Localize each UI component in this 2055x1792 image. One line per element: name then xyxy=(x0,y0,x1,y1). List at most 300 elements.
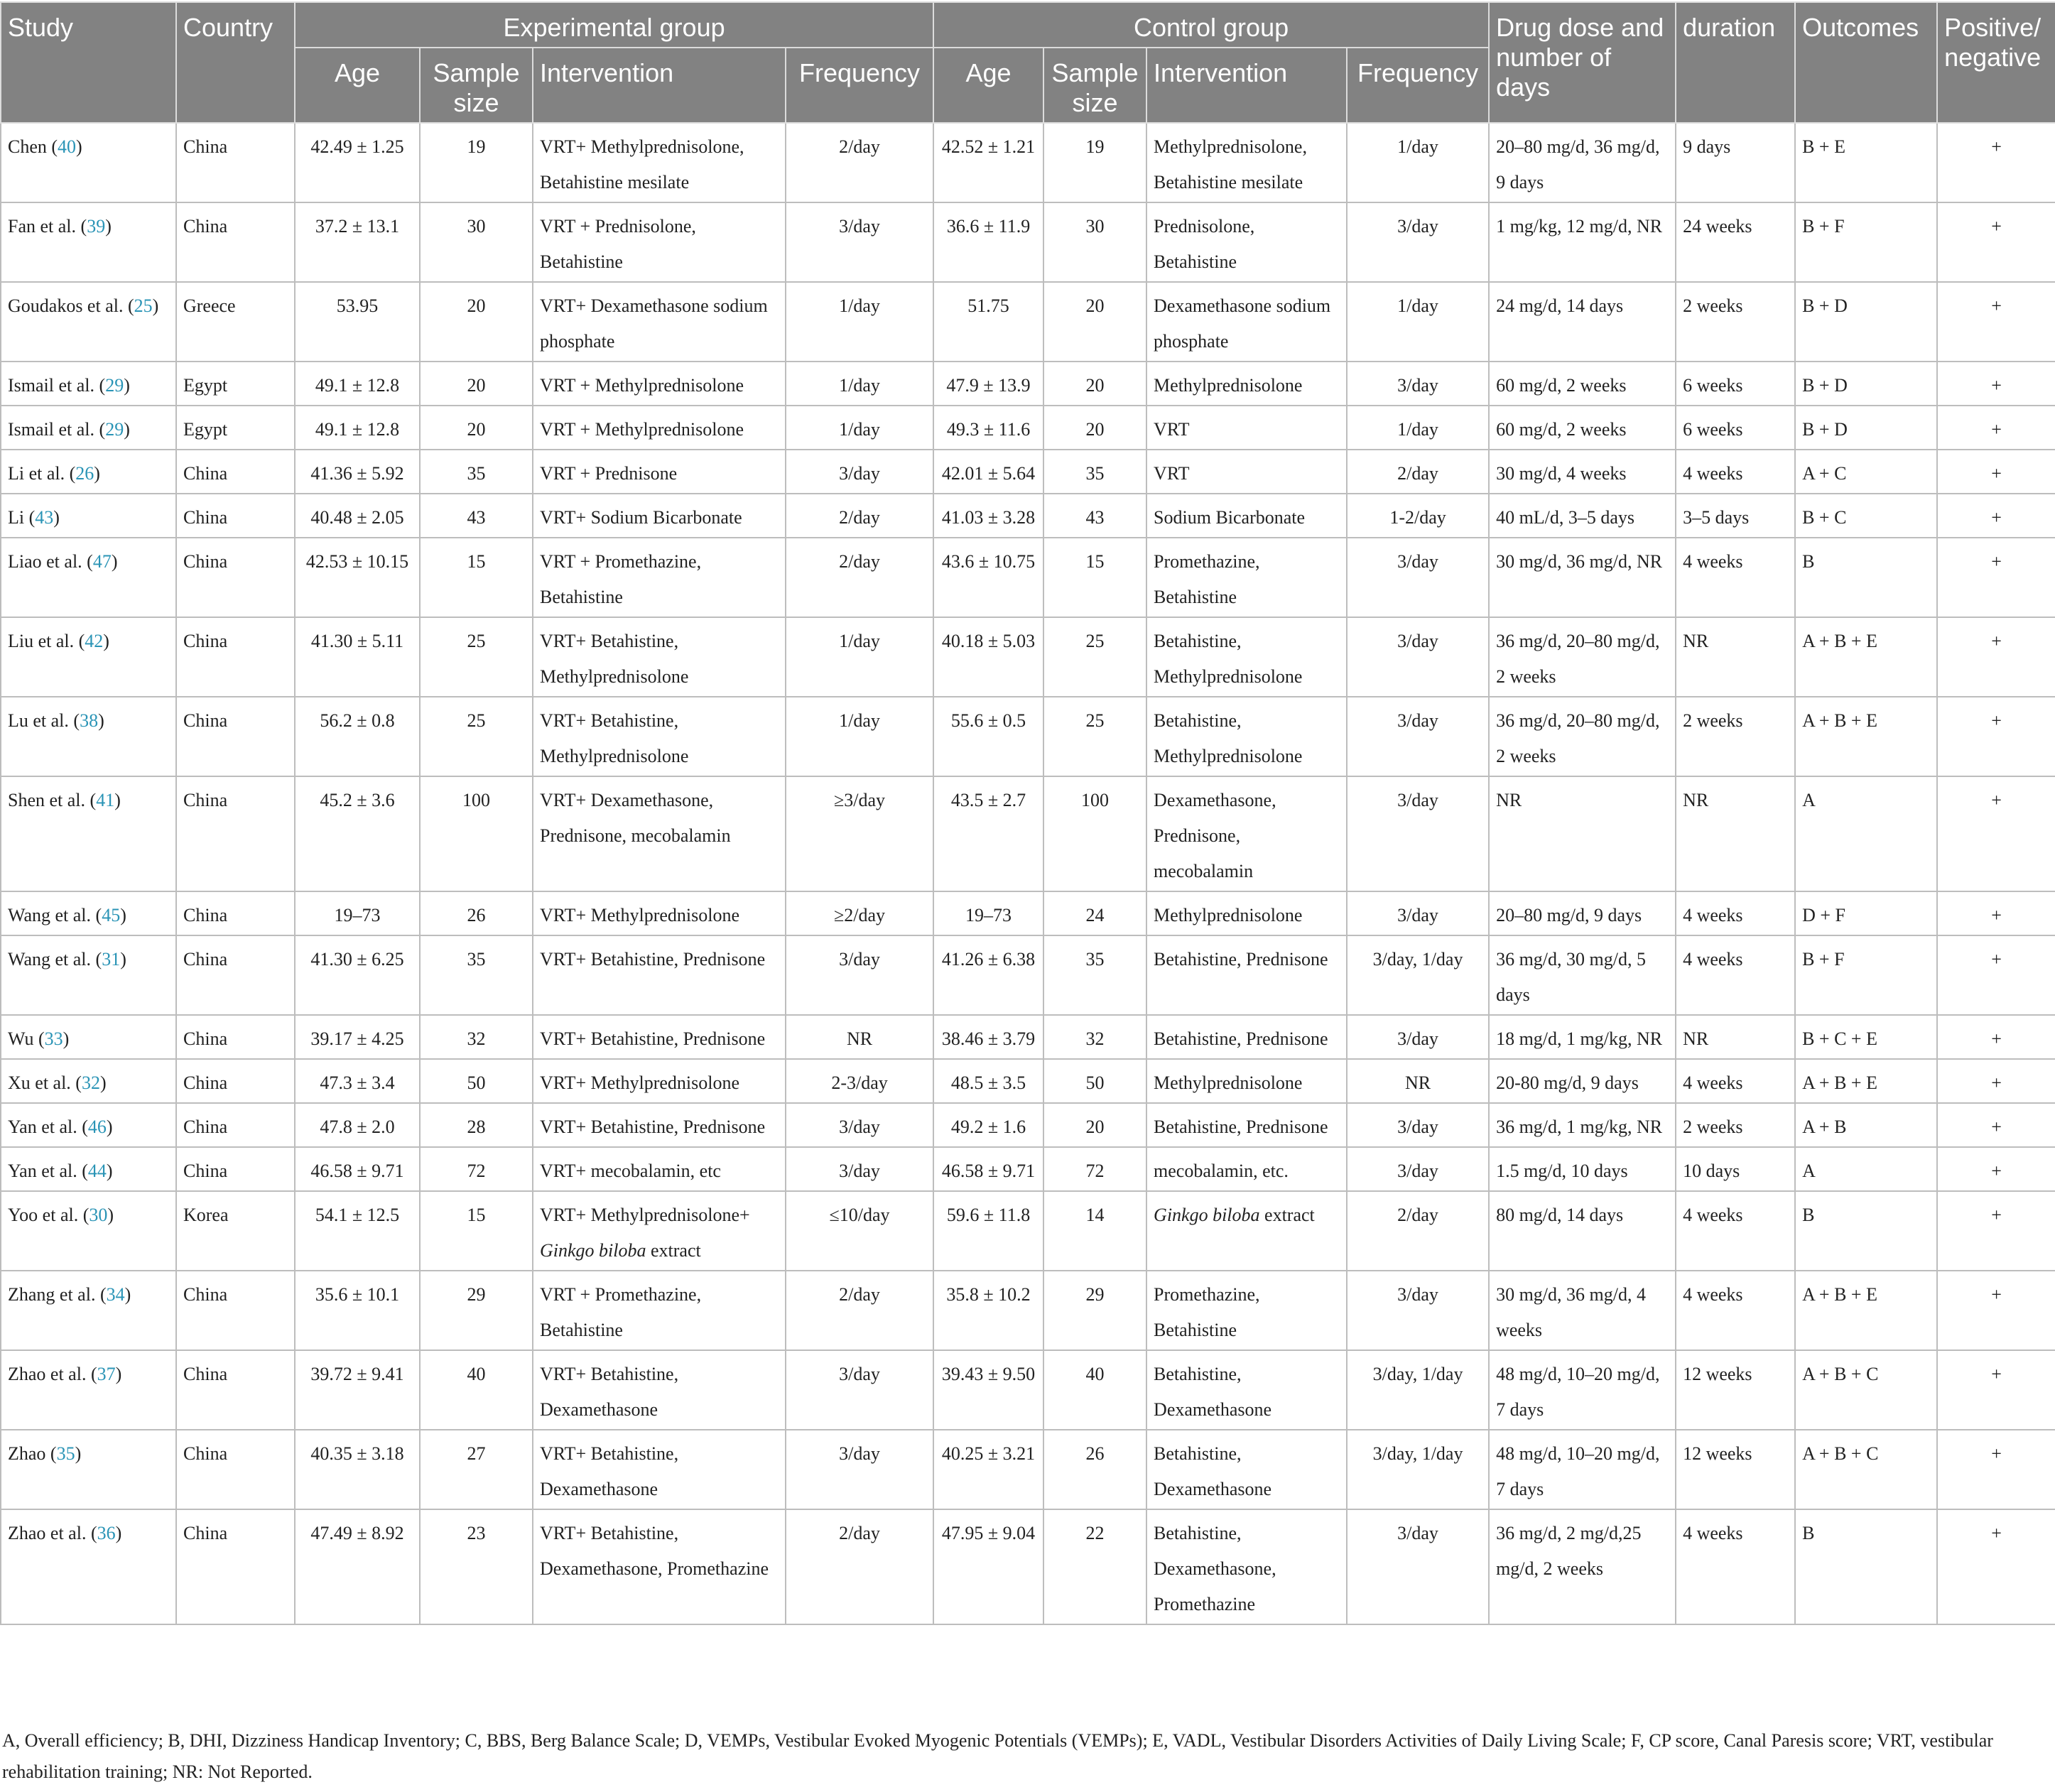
cell-drug-dose: 36 mg/d, 20–80 mg/d, 2 weeks xyxy=(1489,617,1676,697)
cell-duration: 3–5 days xyxy=(1676,494,1795,538)
study-name-end: ) xyxy=(124,375,130,396)
cell-ctl-age: 47.95 ± 9.04 xyxy=(933,1509,1043,1624)
cell-ctl-sample-size: 30 xyxy=(1043,202,1146,282)
cell-duration: 4 weeks xyxy=(1676,1191,1795,1271)
cell-country: China xyxy=(176,538,295,617)
reference-link[interactable]: 47 xyxy=(92,551,112,572)
header-control-group: Control group xyxy=(933,2,1489,48)
study-name-end: ) xyxy=(107,1205,114,1225)
cell-duration: 12 weeks xyxy=(1676,1430,1795,1509)
cell-exp-sample-size: 35 xyxy=(420,935,533,1015)
study-name: Yan et al. ( xyxy=(8,1117,88,1137)
reference-link[interactable]: 38 xyxy=(80,710,99,731)
study-name-end: ) xyxy=(103,631,109,651)
cell-positive-negative: + xyxy=(1937,362,2055,406)
cell-exp-sample-size: 25 xyxy=(420,697,533,776)
intervention-text: VRT + Prednisolone, Betahistine xyxy=(540,216,696,272)
cell-exp-intervention xyxy=(533,935,786,1015)
cell-country: China xyxy=(176,697,295,776)
cell-exp-age: 49.1 ± 12.8 xyxy=(295,362,420,406)
cell-exp-intervention xyxy=(533,1015,786,1059)
cell-ctl-intervention xyxy=(1146,282,1347,362)
reference-link[interactable]: 25 xyxy=(134,295,153,316)
table-row xyxy=(1,202,2055,282)
cell-positive-negative: + xyxy=(1937,406,2055,450)
cell-positive-negative: + xyxy=(1937,538,2055,617)
cell-positive-negative: + xyxy=(1937,1191,2055,1271)
cell-exp-age: 41.30 ± 6.25 xyxy=(295,935,420,1015)
cell-duration: 6 weeks xyxy=(1676,362,1795,406)
cell-outcomes: A + B + C xyxy=(1795,1430,1937,1509)
cell-ctl-sample-size: 15 xyxy=(1043,538,1146,617)
reference-link[interactable]: 36 xyxy=(97,1523,116,1543)
cell-duration: NR xyxy=(1676,617,1795,697)
table-row xyxy=(1,891,2055,935)
header-outcomes: Outcomes xyxy=(1795,2,1937,123)
cell-country: China xyxy=(176,123,295,202)
cell-study xyxy=(1,450,176,494)
cell-exp-age: 41.36 ± 5.92 xyxy=(295,450,420,494)
cell-exp-intervention xyxy=(533,891,786,935)
cell-ctl-frequency: 3/day, 1/day xyxy=(1347,935,1489,1015)
study-name-end: ) xyxy=(120,905,126,925)
reference-link[interactable]: 39 xyxy=(87,216,106,237)
cell-positive-negative: + xyxy=(1937,1103,2055,1147)
table-row xyxy=(1,450,2055,494)
intervention-text: Promethazine, Betahistine xyxy=(1154,551,1260,607)
cell-positive-negative: + xyxy=(1937,1059,2055,1103)
intervention-text: VRT+ Betahistine, Methylprednisolone xyxy=(540,710,689,766)
study-name: Wang et al. ( xyxy=(8,905,102,925)
cell-exp-intervention xyxy=(533,202,786,282)
table-row xyxy=(1,617,2055,697)
cell-ctl-sample-size: 25 xyxy=(1043,697,1146,776)
cell-ctl-intervention xyxy=(1146,1350,1347,1430)
cell-outcomes: B + E xyxy=(1795,123,1937,202)
cell-ctl-sample-size: 43 xyxy=(1043,494,1146,538)
cell-exp-sample-size: 72 xyxy=(420,1147,533,1191)
cell-ctl-age: 48.5 ± 3.5 xyxy=(933,1059,1043,1103)
cell-positive-negative: + xyxy=(1937,776,2055,891)
table-row xyxy=(1,1147,2055,1191)
cell-ctl-intervention xyxy=(1146,1191,1347,1271)
table-row xyxy=(1,935,2055,1015)
table-header xyxy=(1,2,2055,123)
cell-exp-age: 49.1 ± 12.8 xyxy=(295,406,420,450)
cell-exp-frequency: 2/day xyxy=(786,123,933,202)
cell-country: Egypt xyxy=(176,362,295,406)
cell-exp-intervention xyxy=(533,1430,786,1509)
cell-exp-frequency: 3/day xyxy=(786,1350,933,1430)
cell-positive-negative: + xyxy=(1937,494,2055,538)
cell-ctl-age: 41.03 ± 3.28 xyxy=(933,494,1043,538)
cell-duration: NR xyxy=(1676,1015,1795,1059)
table-row xyxy=(1,1350,2055,1430)
cell-ctl-age: 36.6 ± 11.9 xyxy=(933,202,1043,282)
table-row xyxy=(1,776,2055,891)
cell-exp-age: 56.2 ± 0.8 xyxy=(295,697,420,776)
header-positive-negative: Positive/ negative xyxy=(1937,2,2055,123)
cell-exp-age: 42.53 ± 10.15 xyxy=(295,538,420,617)
cell-exp-frequency: ≥2/day xyxy=(786,891,933,935)
cell-ctl-sample-size: 24 xyxy=(1043,891,1146,935)
cell-positive-negative: + xyxy=(1937,282,2055,362)
cell-exp-frequency: 2-3/day xyxy=(786,1059,933,1103)
cell-outcomes: A + C xyxy=(1795,450,1937,494)
cell-country: China xyxy=(176,1350,295,1430)
study-name-end: ) xyxy=(152,295,159,316)
reference-link[interactable]: 45 xyxy=(102,905,121,925)
study-name-end: ) xyxy=(105,216,112,237)
cell-outcomes: B + C + E xyxy=(1795,1015,1937,1059)
cell-outcomes: D + F xyxy=(1795,891,1937,935)
cell-outcomes: A xyxy=(1795,776,1937,891)
header-study: Study xyxy=(1,2,176,123)
study-name-end: ) xyxy=(120,949,126,970)
cell-exp-frequency: 2/day xyxy=(786,538,933,617)
cell-drug-dose: 36 mg/d, 2 mg/d,25 mg/d, 2 weeks xyxy=(1489,1509,1676,1624)
cell-ctl-frequency: NR xyxy=(1347,1059,1489,1103)
cell-exp-age: 35.6 ± 10.1 xyxy=(295,1271,420,1350)
cell-exp-frequency: 3/day xyxy=(786,202,933,282)
cell-ctl-intervention xyxy=(1146,1103,1347,1147)
intervention-text: VRT + Promethazine, Betahistine xyxy=(540,1284,702,1340)
table-row xyxy=(1,123,2055,202)
cell-ctl-intervention xyxy=(1146,450,1347,494)
reference-link[interactable]: 29 xyxy=(105,419,124,440)
study-name: Wang et al. ( xyxy=(8,949,102,970)
cell-ctl-sample-size: 50 xyxy=(1043,1059,1146,1103)
cell-exp-age: 40.35 ± 3.18 xyxy=(295,1430,420,1509)
header-experimental-group: Experimental group xyxy=(295,2,933,48)
cell-exp-intervention xyxy=(533,776,786,891)
cell-outcomes: A + B + C xyxy=(1795,1350,1937,1430)
study-name-end: ) xyxy=(124,419,130,440)
cell-country: China xyxy=(176,494,295,538)
cell-exp-sample-size: 20 xyxy=(420,282,533,362)
cell-drug-dose: 36 mg/d, 30 mg/d, 5 days xyxy=(1489,935,1676,1015)
intervention-text: Methylprednisolone xyxy=(1154,905,1303,925)
intervention-text: VRT+ Betahistine, Prednisone xyxy=(540,1028,766,1049)
cell-ctl-frequency: 3/day xyxy=(1347,1271,1489,1350)
reference-link[interactable]: 40 xyxy=(58,136,77,157)
study-name: Goudakos et al. ( xyxy=(8,295,134,316)
reference-link[interactable]: 31 xyxy=(102,949,121,970)
cell-exp-age: 46.58 ± 9.71 xyxy=(295,1147,420,1191)
cell-outcomes: B + D xyxy=(1795,406,1937,450)
cell-ctl-sample-size: 32 xyxy=(1043,1015,1146,1059)
cell-exp-sample-size: 32 xyxy=(420,1015,533,1059)
cell-exp-intervention xyxy=(533,1350,786,1430)
cell-ctl-frequency: 1/day xyxy=(1347,123,1489,202)
cell-ctl-frequency: 3/day xyxy=(1347,1147,1489,1191)
cell-exp-intervention xyxy=(533,282,786,362)
cell-exp-sample-size: 29 xyxy=(420,1271,533,1350)
cell-ctl-frequency: 3/day xyxy=(1347,1509,1489,1624)
cell-ctl-intervention xyxy=(1146,1430,1347,1509)
intervention-text: mecobalamin, etc. xyxy=(1154,1161,1289,1181)
cell-positive-negative: + xyxy=(1937,1430,2055,1509)
cell-country: China xyxy=(176,891,295,935)
study-name-end: ) xyxy=(106,1117,113,1137)
cell-duration: 4 weeks xyxy=(1676,891,1795,935)
intervention-text: Betahistine, Dexamethasone xyxy=(1154,1443,1272,1499)
reference-link[interactable]: 46 xyxy=(87,1117,107,1137)
table-row xyxy=(1,1059,2055,1103)
cell-exp-sample-size: 43 xyxy=(420,494,533,538)
cell-ctl-intervention xyxy=(1146,891,1347,935)
intervention-text: Dexamethasone sodium phosphate xyxy=(1154,295,1331,352)
cell-exp-age: 40.48 ± 2.05 xyxy=(295,494,420,538)
cell-exp-sample-size: 25 xyxy=(420,617,533,697)
cell-ctl-sample-size: 25 xyxy=(1043,617,1146,697)
cell-exp-age: 39.72 ± 9.41 xyxy=(295,1350,420,1430)
intervention-text: VRT+ Betahistine, Prednisone xyxy=(540,1117,766,1137)
intervention-text: VRT + Prednisone xyxy=(540,463,678,484)
cell-exp-intervention xyxy=(533,1271,786,1350)
intervention-text: VRT+ Betahistine, Dexamethasone, Promethazine xyxy=(540,1523,769,1579)
cell-drug-dose: 60 mg/d, 2 weeks xyxy=(1489,362,1676,406)
cell-outcomes: B + F xyxy=(1795,935,1937,1015)
cell-positive-negative: + xyxy=(1937,617,2055,697)
cell-ctl-age: 35.8 ± 10.2 xyxy=(933,1271,1043,1350)
cell-exp-intervention xyxy=(533,1191,786,1271)
cell-positive-negative: + xyxy=(1937,1509,2055,1624)
cell-ctl-frequency: 3/day, 1/day xyxy=(1347,1350,1489,1430)
intervention-text: VRT+ Methylprednisolone+ xyxy=(540,1205,750,1225)
reference-link[interactable]: 35 xyxy=(56,1443,75,1464)
cell-duration: 12 weeks xyxy=(1676,1350,1795,1430)
cell-exp-frequency: NR xyxy=(786,1015,933,1059)
cell-ctl-intervention xyxy=(1146,202,1347,282)
cell-study xyxy=(1,1191,176,1271)
cell-exp-frequency: 3/day xyxy=(786,1147,933,1191)
cell-ctl-sample-size: 22 xyxy=(1043,1509,1146,1624)
header-ctl-sample-size: Sample size xyxy=(1043,48,1146,123)
intervention-italic: Ginkgo biloba xyxy=(540,1240,646,1261)
table-body xyxy=(1,123,2055,1624)
cell-ctl-frequency: 2/day xyxy=(1347,450,1489,494)
reference-link[interactable]: 41 xyxy=(96,790,115,810)
cell-exp-sample-size: 100 xyxy=(420,776,533,891)
reference-link[interactable]: 26 xyxy=(75,463,94,484)
cell-duration: 2 weeks xyxy=(1676,1103,1795,1147)
cell-outcomes: B xyxy=(1795,538,1937,617)
cell-duration: 4 weeks xyxy=(1676,538,1795,617)
intervention-text: VRT+ Betahistine, Prednisone xyxy=(540,949,766,970)
intervention-text: VRT+ Betahistine, Dexamethasone xyxy=(540,1443,679,1499)
cell-ctl-intervention xyxy=(1146,617,1347,697)
study-name: Liao et al. ( xyxy=(8,551,93,572)
cell-exp-frequency: 3/day xyxy=(786,935,933,1015)
table-row xyxy=(1,406,2055,450)
cell-ctl-sample-size: 20 xyxy=(1043,282,1146,362)
study-name: Ismail et al. ( xyxy=(8,419,106,440)
cell-duration: 24 weeks xyxy=(1676,202,1795,282)
cell-ctl-age: 51.75 xyxy=(933,282,1043,362)
study-name-end: ) xyxy=(75,1443,82,1464)
intervention-tail: extract xyxy=(1259,1205,1315,1225)
cell-study xyxy=(1,406,176,450)
cell-exp-frequency: 1/day xyxy=(786,406,933,450)
reference-link[interactable]: 37 xyxy=(97,1364,116,1384)
cell-ctl-frequency: 3/day xyxy=(1347,202,1489,282)
reference-link[interactable]: 29 xyxy=(105,375,124,396)
reference-link[interactable]: 32 xyxy=(81,1073,100,1093)
cell-country: China xyxy=(176,1015,295,1059)
cell-drug-dose: 30 mg/d, 36 mg/d, 4 weeks xyxy=(1489,1271,1676,1350)
cell-exp-age: 37.2 ± 13.1 xyxy=(295,202,420,282)
cell-ctl-sample-size: 20 xyxy=(1043,362,1146,406)
cell-ctl-age: 49.2 ± 1.6 xyxy=(933,1103,1043,1147)
cell-ctl-age: 38.46 ± 3.79 xyxy=(933,1015,1043,1059)
study-name: Ismail et al. ( xyxy=(8,375,106,396)
cell-ctl-intervention xyxy=(1146,1147,1347,1191)
reference-link[interactable]: 42 xyxy=(85,631,104,651)
table-row xyxy=(1,1015,2055,1059)
cell-ctl-sample-size: 40 xyxy=(1043,1350,1146,1430)
cell-exp-intervention xyxy=(533,1509,786,1624)
cell-exp-frequency: ≥3/day xyxy=(786,776,933,891)
intervention-text: VRT+ Dexamethasone, Prednisone, mecobalamin xyxy=(540,790,731,846)
table-footnote: A, Overall efficiency; B, DHI, Dizziness Handicap Inventory; C, BBS, Berg Balance Scale; D, VEMPs, Vestibular Evoked Myogenic Potentials (VEMPs); E, VADL, Vestibular Disorders Activities of Daily Living Scale; F, CP score, Canal Paresis score; VRT, vestibular rehabilitation training; NR: Not Reported. xyxy=(2,1730,1993,1782)
cell-exp-sample-size: 40 xyxy=(420,1350,533,1430)
study-name: Zhao ( xyxy=(8,1443,57,1464)
reference-link[interactable]: 33 xyxy=(44,1028,63,1049)
cell-ctl-frequency: 3/day xyxy=(1347,617,1489,697)
cell-study xyxy=(1,1430,176,1509)
cell-exp-frequency: 2/day xyxy=(786,1271,933,1350)
cell-positive-negative: + xyxy=(1937,935,2055,1015)
cell-study xyxy=(1,1059,176,1103)
cell-drug-dose: 36 mg/d, 20–80 mg/d, 2 weeks xyxy=(1489,697,1676,776)
table-row xyxy=(1,1271,2055,1350)
cell-exp-frequency: ≤10/day xyxy=(786,1191,933,1271)
intervention-text: Betahistine, Prednisone xyxy=(1154,1028,1328,1049)
study-name-end: ) xyxy=(94,463,100,484)
cell-ctl-frequency: 3/day, 1/day xyxy=(1347,1430,1489,1509)
cell-study xyxy=(1,494,176,538)
cell-ctl-sample-size: 26 xyxy=(1043,1430,1146,1509)
cell-exp-frequency: 2/day xyxy=(786,494,933,538)
cell-duration: 4 weeks xyxy=(1676,1059,1795,1103)
cell-outcomes: A + B xyxy=(1795,1103,1937,1147)
intervention-text: VRT + Promethazine, Betahistine xyxy=(540,551,702,607)
cell-ctl-age: 41.26 ± 6.38 xyxy=(933,935,1043,1015)
reference-link[interactable]: 34 xyxy=(106,1284,125,1305)
cell-positive-negative: + xyxy=(1937,1271,2055,1350)
cell-drug-dose: 20-80 mg/d, 9 days xyxy=(1489,1059,1676,1103)
cell-outcomes: B + C xyxy=(1795,494,1937,538)
study-name: Zhang et al. ( xyxy=(8,1284,107,1305)
reference-link[interactable]: 30 xyxy=(89,1205,108,1225)
cell-study xyxy=(1,1147,176,1191)
reference-link[interactable]: 43 xyxy=(35,507,54,528)
header-exp-intervention: Intervention xyxy=(533,48,786,123)
table-row xyxy=(1,697,2055,776)
cell-study xyxy=(1,776,176,891)
cell-exp-age: 41.30 ± 5.11 xyxy=(295,617,420,697)
study-name: Yoo et al. ( xyxy=(8,1205,90,1225)
cell-study xyxy=(1,617,176,697)
cell-study xyxy=(1,1271,176,1350)
intervention-text: Prednisolone, Betahistine xyxy=(1154,216,1255,272)
cell-duration: 4 weeks xyxy=(1676,1271,1795,1350)
study-name-end: ) xyxy=(115,1523,122,1543)
cell-ctl-age: 39.43 ± 9.50 xyxy=(933,1350,1043,1430)
cell-exp-intervention xyxy=(533,123,786,202)
study-name: Fan et al. ( xyxy=(8,216,87,237)
cell-outcomes: B xyxy=(1795,1509,1937,1624)
cell-ctl-age: 19–73 xyxy=(933,891,1043,935)
cell-exp-sample-size: 15 xyxy=(420,538,533,617)
table-row xyxy=(1,494,2055,538)
header-ctl-age: Age xyxy=(933,48,1043,123)
cell-drug-dose: 20–80 mg/d, 36 mg/d, 9 days xyxy=(1489,123,1676,202)
header-exp-frequency: Frequency xyxy=(786,48,933,123)
cell-ctl-intervention xyxy=(1146,362,1347,406)
cell-exp-sample-size: 30 xyxy=(420,202,533,282)
cell-exp-sample-size: 35 xyxy=(420,450,533,494)
cell-country: Korea xyxy=(176,1191,295,1271)
table-row xyxy=(1,282,2055,362)
cell-ctl-age: 40.18 ± 5.03 xyxy=(933,617,1043,697)
cell-country: China xyxy=(176,617,295,697)
header-drug-dose: Drug dose and number of days xyxy=(1489,2,1676,123)
studies-table xyxy=(0,1,2055,1625)
cell-outcomes: A xyxy=(1795,1147,1937,1191)
cell-country: China xyxy=(176,1271,295,1350)
cell-ctl-sample-size: 35 xyxy=(1043,450,1146,494)
cell-country: China xyxy=(176,1103,295,1147)
cell-exp-sample-size: 50 xyxy=(420,1059,533,1103)
cell-country: China xyxy=(176,1147,295,1191)
cell-drug-dose: NR xyxy=(1489,776,1676,891)
cell-exp-frequency: 1/day xyxy=(786,697,933,776)
intervention-text: Sodium Bicarbonate xyxy=(1154,507,1306,528)
cell-ctl-frequency: 1-2/day xyxy=(1347,494,1489,538)
cell-exp-frequency: 2/day xyxy=(786,1509,933,1624)
cell-ctl-age: 42.01 ± 5.64 xyxy=(933,450,1043,494)
cell-study xyxy=(1,538,176,617)
cell-ctl-sample-size: 100 xyxy=(1043,776,1146,891)
intervention-text: Dexamethasone, Prednisone, mecobalamin xyxy=(1154,790,1276,881)
cell-ctl-frequency: 3/day xyxy=(1347,362,1489,406)
study-name-end: ) xyxy=(76,136,82,157)
study-name-end: ) xyxy=(124,1284,131,1305)
intervention-text: VRT+ Methylprednisolone xyxy=(540,905,740,925)
cell-ctl-intervention xyxy=(1146,1509,1347,1624)
intervention-text: VRT+ Betahistine, Methylprednisolone xyxy=(540,631,689,687)
cell-country: China xyxy=(176,1509,295,1624)
reference-link[interactable]: 44 xyxy=(87,1161,107,1181)
cell-drug-dose: 48 mg/d, 10–20 mg/d, 7 days xyxy=(1489,1430,1676,1509)
table-row xyxy=(1,362,2055,406)
cell-ctl-intervention xyxy=(1146,123,1347,202)
cell-ctl-intervention xyxy=(1146,538,1347,617)
header-country: Country xyxy=(176,2,295,123)
cell-exp-intervention xyxy=(533,494,786,538)
cell-drug-dose: 20–80 mg/d, 9 days xyxy=(1489,891,1676,935)
cell-exp-age: 45.2 ± 3.6 xyxy=(295,776,420,891)
cell-ctl-intervention xyxy=(1146,776,1347,891)
cell-country: China xyxy=(176,1430,295,1509)
cell-duration: 6 weeks xyxy=(1676,406,1795,450)
cell-ctl-frequency: 1/day xyxy=(1347,406,1489,450)
cell-duration: 10 days xyxy=(1676,1147,1795,1191)
cell-ctl-frequency: 3/day xyxy=(1347,891,1489,935)
cell-study xyxy=(1,1015,176,1059)
